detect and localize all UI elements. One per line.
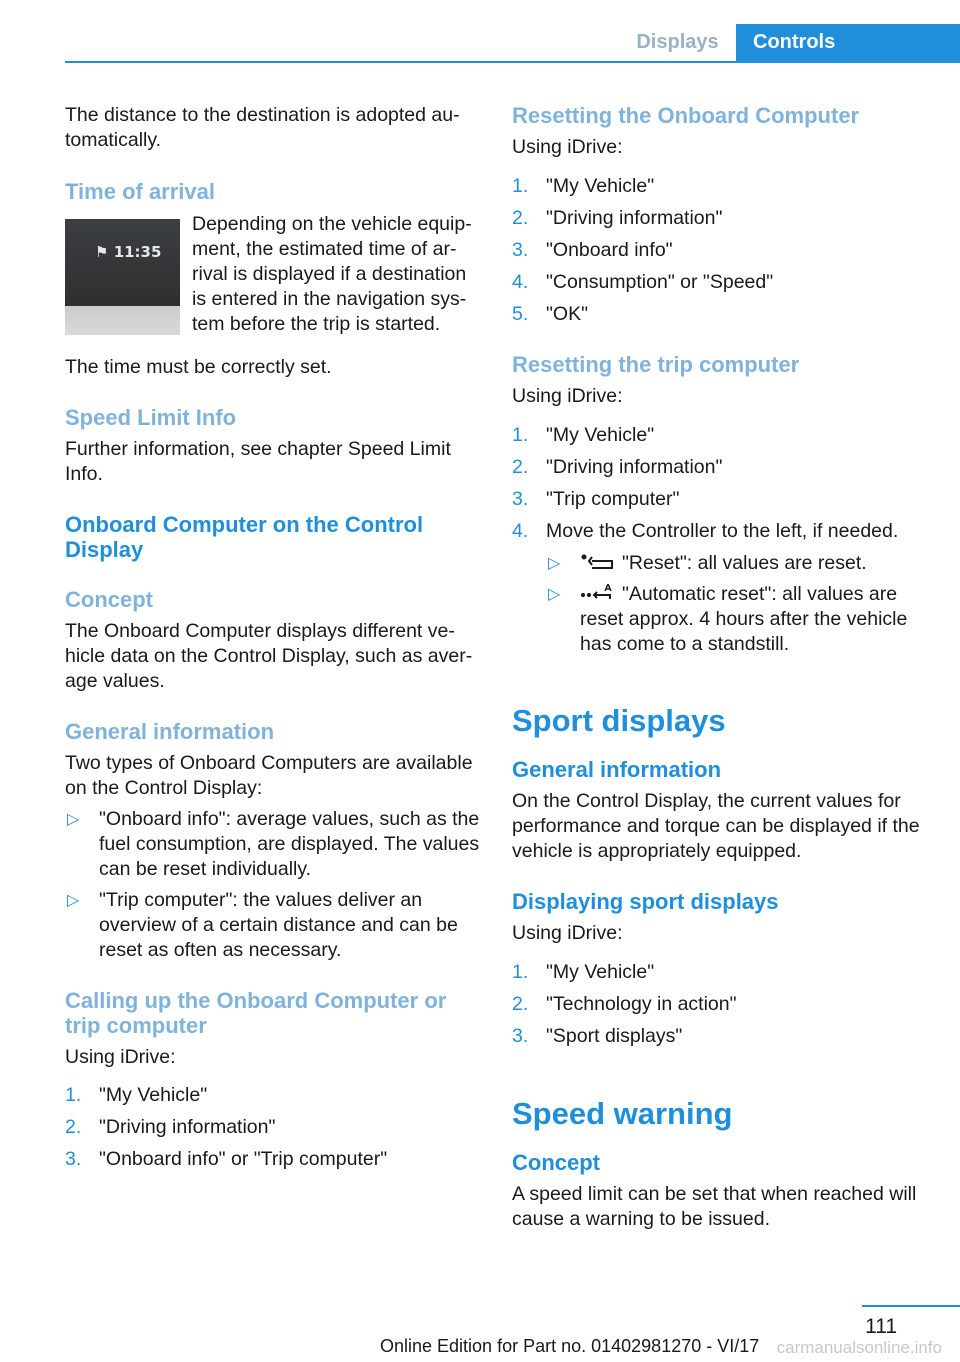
- general-information-heading: General information: [65, 719, 275, 744]
- reset-onboard-heading: Resetting the Onboard Computer: [512, 103, 860, 128]
- list-item: 3. "Sport displays": [512, 1025, 683, 1047]
- reset-trip-steps: [512, 423, 937, 544]
- list-item: 3. "Onboard info": [512, 239, 673, 261]
- sport-displays-heading: Sport displays: [512, 703, 726, 738]
- list-item: 2. "Technology in action": [512, 993, 737, 1015]
- reset-options-list: [512, 551, 937, 657]
- triangle-bullet-icon: ▷: [67, 892, 80, 909]
- header-section-displays: Displays: [636, 31, 719, 53]
- automatic-reset-icon: [580, 584, 618, 602]
- onboard-types-list: [65, 807, 480, 963]
- list-item: 1. "My Vehicle": [512, 424, 655, 446]
- list-item: 4. "Consumption" or "Speed": [512, 271, 774, 293]
- list-item: 1. "My Vehicle": [512, 175, 655, 197]
- triangle-bullet-icon: ▷: [548, 555, 561, 572]
- sport-general-heading: General information: [512, 757, 722, 782]
- header-rule: [65, 61, 960, 63]
- speed-warning-concept-heading: Concept: [512, 1150, 600, 1175]
- list-item: 2. "Driving information": [512, 207, 723, 229]
- triangle-bullet-icon: ▷: [548, 586, 561, 603]
- reset-onboard-steps: [512, 174, 937, 327]
- speed-warning-concept-text: A speed limit can be set that when reached will cause a warning to be issued.: [512, 1183, 917, 1230]
- arrival-time-display-image: [65, 219, 180, 335]
- list-item: 5. "OK": [512, 303, 589, 325]
- list-item: ▷ "Automatic reset": all values are reset approx. 4 hours after the vehicle has come to a standstill.: [548, 583, 908, 655]
- calling-up-heading: Calling up the Onboard Computer or trip computer: [65, 988, 447, 1038]
- list-item: 1. "My Vehicle": [65, 1084, 208, 1106]
- time-of-arrival-text: Depending on the vehicle equipment, the estimated time of arrival is displayed if a destination is entered in the navigation system before the trip is started.: [192, 213, 472, 335]
- concept-heading: Concept: [65, 587, 153, 612]
- list-item: ▷ "Trip computer": the values deliver an overview of a certain distance and can be reset as often as necessary.: [67, 889, 458, 961]
- left-column: [65, 103, 480, 1179]
- intro-text: The distance to the destination is adopted automatically.: [65, 104, 460, 151]
- list-item: 2. "Driving information": [65, 1116, 276, 1138]
- footer-rule: [862, 1305, 960, 1307]
- reset-trip-heading: Resetting the trip computer: [512, 352, 800, 377]
- triangle-bullet-icon: ▷: [67, 811, 80, 828]
- arrival-clock-readout: [95, 243, 161, 261]
- list-item: 4. Move the Controller to the left, if needed.: [512, 520, 899, 542]
- displaying-sport-heading: Displaying sport displays: [512, 889, 779, 914]
- speed-limit-info-text: Further information, see chapter Speed Limit Info.: [65, 438, 451, 485]
- list-item: 1. "My Vehicle": [512, 961, 655, 983]
- calling-up-text: Using iDrive:: [65, 1046, 176, 1068]
- header-chapter-controls: Controls: [736, 24, 960, 61]
- general-information-text: Two types of Onboard Computers are available on the Control Display:: [65, 752, 473, 799]
- list-item: 3. "Onboard info" or "Trip computer": [65, 1148, 388, 1170]
- sport-general-text: On the Control Display, the current values for performance and torque can be displayed if the vehicle is appropriately equipped.: [512, 790, 920, 862]
- onboard-computer-heading: Onboard Computer on the Control Display: [65, 512, 424, 562]
- destination-flag-icon: ⚑: [95, 243, 109, 261]
- reset-icon: [580, 553, 618, 571]
- reset-trip-text: Using iDrive:: [512, 385, 623, 407]
- reset-onboard-text: Using iDrive:: [512, 136, 623, 158]
- calling-up-steps: [65, 1083, 480, 1172]
- clock-value: 11:35: [113, 243, 162, 261]
- time-note: The time must be correctly set.: [65, 356, 332, 378]
- displaying-sport-text: Using iDrive:: [512, 922, 623, 944]
- time-of-arrival-heading: Time of arrival: [65, 179, 215, 204]
- sport-displays-steps: [512, 960, 937, 1049]
- edition-text: Online Edition for Part no. 01402981270 - VI/17: [380, 1336, 760, 1356]
- list-item: ▷ "Reset": all values are reset.: [548, 552, 867, 574]
- list-item: ▷ "Onboard info": average values, such as the fuel consumption, are displayed. The values can be reset individually.: [67, 808, 480, 880]
- list-item: 3. "Trip computer": [512, 488, 680, 510]
- speed-limit-info-heading: Speed Limit Info: [65, 405, 237, 430]
- time-of-arrival-block: [65, 214, 480, 337]
- concept-text: The Onboard Computer displays different vehicle data on the Control Display, such as average values.: [65, 620, 473, 692]
- page-number: 111: [865, 1315, 897, 1338]
- list-item: 2. "Driving information": [512, 456, 723, 478]
- right-column: [512, 103, 937, 1232]
- watermark-text: carmanualsonline.info: [776, 1338, 942, 1357]
- speed-warning-heading: Speed warning: [512, 1096, 733, 1131]
